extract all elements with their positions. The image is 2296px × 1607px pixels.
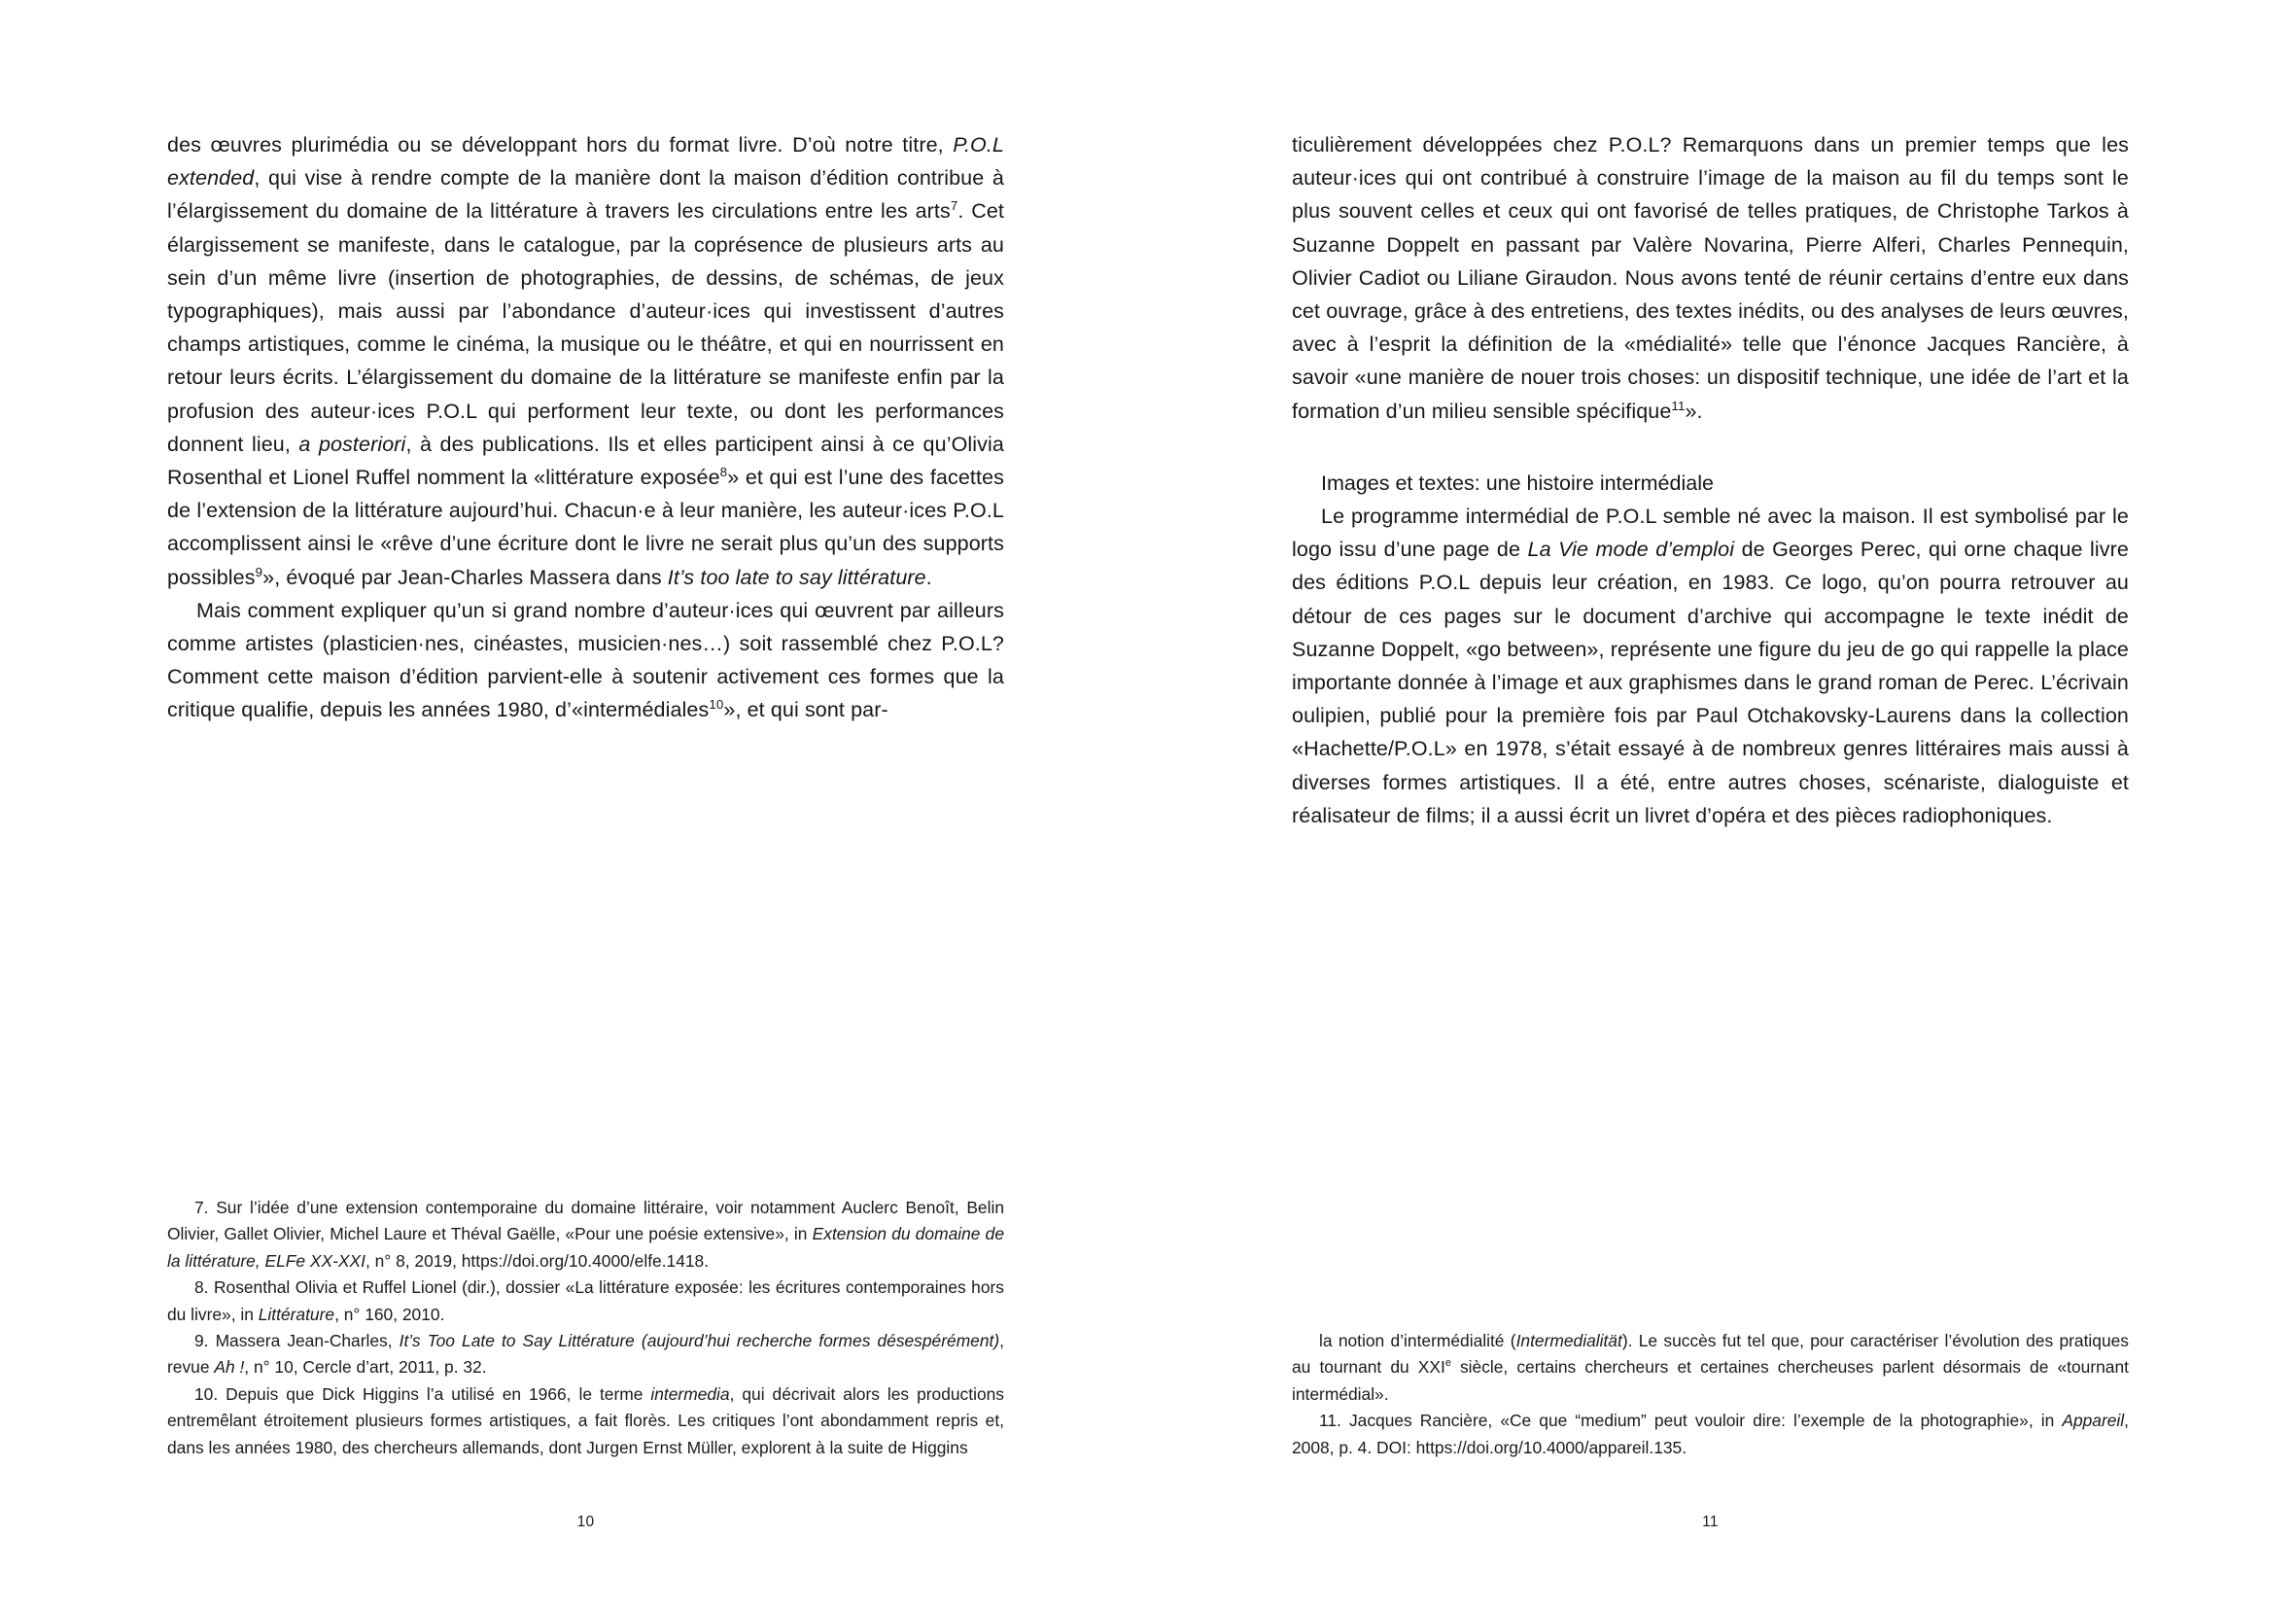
page-number-right: 11: [1702, 1514, 1719, 1530]
paragraph: Le programme intermédial de P.O.L semble né avec la maison. Il est symbolisé par le logo issu d’une page de La Vie mode d’emploi de Georges Perec, qui orne chaque livre des éditions P.O.L depuis leur création, en 1983. Ce logo, qu’on pourra retrouver au détour de ces pages sur le document d’archive qui accompagne le texte inédit de Suzanne Doppelt, «go between», représente une figure du jeu de go qui rappelle la place importante donnée à l’image et aux graphismes dans le grand roman de Perec. L’écrivain oulipien, publié pour la première fois par Paul Otchakovsky-Laurens dans la collection «Hachette/P.O.L» en 1978, s’était essayé à de nombreux genres littéraires mais aussi à diverses formes artistiques. Il a été, entre autres choses, scénariste, dialoguiste et réalisateur de films; il a aussi écrit un livret d’opéra et des pièces radiophoniques.: [1292, 505, 2130, 827]
section-heading: Images et textes: une histoire intermédiale: [1321, 471, 1714, 495]
footnote-continuation: la notion d’intermédialité (Intermedialität). Le succès fut tel que, pour caractériser l’évolution des pratiques au tournant du XXIe siècle, certains chercheurs et certaines chercheuses parlent désormais de «tournant intermédial».: [1292, 1330, 2130, 1404]
footnote: 11. Jacques Rancière, «Ce que “medium” peut vouloir dire: l’exemple de la photographie», in Appareil, 2008, p. 4. DOI: https://doi.org/10.4000/appareil.135.: [1292, 1411, 2129, 1457]
left-body-column: [167, 128, 1004, 727]
right-body-column: [1292, 128, 2129, 832]
footnote: 7. Sur l’idée d’une extension contemporaine du domaine littéraire, voir notamment Auclerc Benoît, Belin Olivier, Gallet Olivier, Michel Laure et Théval Gaëlle, «Pour une poésie extensive», in Extension du domaine de la littérature, ELFe XX-XXI, n° 8, 2019, https://doi.org/10.4000/elfe.1418.: [167, 1197, 1005, 1271]
paragraph: Mais comment expliquer qu’un si grand nombre d’auteur·ices qui œuvrent par ailleurs comme artistes (plasticien·nes, cinéastes, musicien·nes…) soit rassemblé chez P.O.L? Comment cette maison d’édition parvient-elle à soutenir activement ces formes que la critique qualifie, depuis les années 1980, d’«intermédiales$^{10}$», et qui sont par-: [167, 598, 1004, 722]
paragraph: des œuvres plurimédia ou se développant hors du format livre. D’où notre titre, P.O.L extended, qui vise à rendre compte de la manière dont la maison d’édition contribue à l’élargissement du domaine de la littérature à travers les circulations entre les arts$^7$. Cet élargissement se manifeste, dans le catalogue, par la coprésence de plusieurs arts au sein d’un même livre (insertion de photographies, de dessins, de schémas, de jeux typographiques), mais aussi par l’abondance d’auteur·ices qui investissent d’autres champs artistiques, comme le cinéma, la musique ou le théâtre, et qui en nourrissent en retour leurs écrits. L’élargissement du domaine de la littérature se manifeste enfin par la profusion des auteur·ices P.O.L qui performent leur texte, ou dont les performances donnent lieu, a posteriori, à des publications. Ils et elles participent ainsi à ce qu’Olivia Rosenthal et Lionel Ruffel nomment la «littérature exposée$^8$» et qui est l’une des facettes de l’extension de la littérature aujourd’hui. Chacun·e à leur manière, les auteur·ices P.O.L accomplissent ainsi le «rêve d’une écriture dont le livre ne serait plus qu’un des supports possibles$^9$», évoqué par Jean-Charles Massera dans It’s too late to say littérature.: [167, 133, 1004, 589]
paragraph: ticulièrement développées chez P.O.L? Remarquons dans un premier temps que les auteur·ices qui ont contribué à construire l’image de la maison au fil du temps sont le plus souvent celles et ceux qui ont favorisé de telles pratiques, de Christophe Tarkos à Suzanne Doppelt en passant par Valère Novarina, Pierre Alferi, Charles Pennequin, Olivier Cadiot ou Liliane Giraudon. Nous avons tenté de réunir certains d’entre eux dans cet ouvrage, grâce à des entretiens, des textes inédits, ou des analyses de leurs œuvres, avec à l’esprit la définition de la «médialité» telle que l’énonce Jacques Rancière, à savoir «une manière de nouer trois choses: un dispositif technique, une idée de l’art et la formation d’un milieu sensible spécifique$^{11}$».: [1292, 133, 2129, 423]
page-number-left: 10: [576, 1514, 595, 1530]
footnotes-right: [1292, 1328, 2129, 1461]
footnote: 10. Depuis que Dick Higgins l’a utilisé en 1966, le terme intermedia, qui décrivait alors les productions entremêlant étroitement plusieurs formes artistiques, a fait florès. Les critiques l’ont abondamment repris et, dans les années 1980, des chercheurs allemands, dont Jurgen Ernst Müller, explorent à la suite de Higgins: [167, 1383, 1004, 1457]
footnotes-left: [167, 1195, 1004, 1461]
footnote: 9. Massera Jean-Charles, It’s Too Late to Say Littérature (aujourd’hui recherche formes désespérément), revue Ah !, n° 10, Cercle d’art, 2011, p. 32.: [167, 1330, 1004, 1378]
page-right: [1148, 0, 2296, 1607]
footnote: 8. Rosenthal Olivia et Ruffel Lionel (dir.), dossier «La littérature exposée: les écritures contemporaines hors du livre», in Littérature, n° 160, 2010.: [167, 1277, 1004, 1324]
